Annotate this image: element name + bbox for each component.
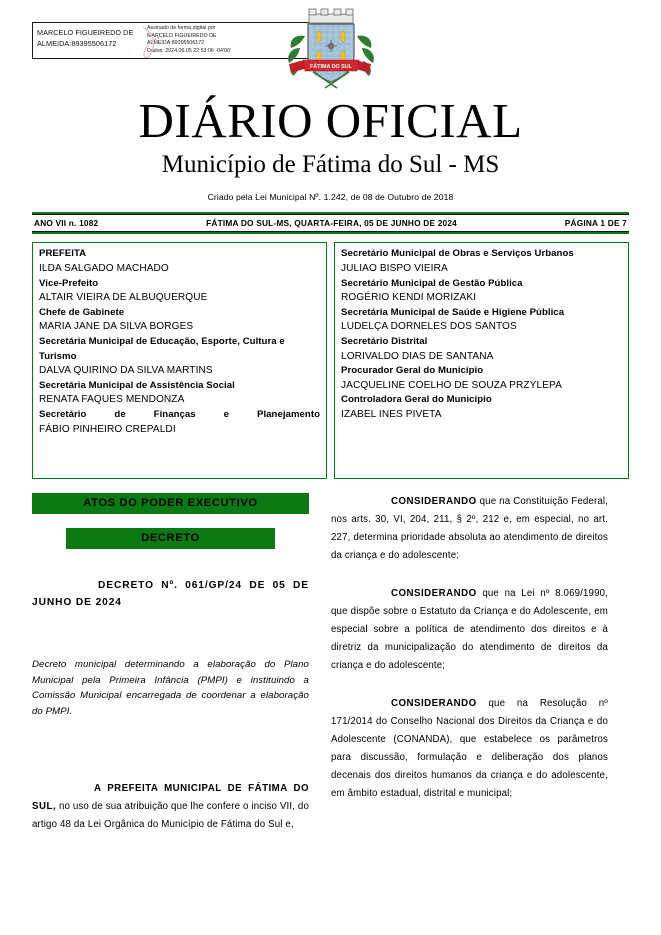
decree-ementa: Decreto municipal determinando a elaboração do Plano Municipal pela Primeira Infância (PMPI) e instituindo a Comissão Municipal encarregada de coordenar a elaboração do PMPI. <box>32 659 309 717</box>
official-title: Procurador Geral do Município <box>341 365 484 377</box>
official-title: Secretária Municipal de Educação, Esporte, Cultura e Turismo <box>39 335 285 362</box>
decree-heading-text: DECRETO Nº. 061/GP/24 DE 05 DE JUNHO DE 2024 <box>32 580 309 608</box>
official-title: Chefe de Gabinete <box>39 306 125 318</box>
officials-box-left <box>32 242 327 479</box>
official-title: Secretário de Finanças e Planejamento <box>39 408 320 420</box>
masthead-law-line: Criado pela Lei Municipal Nº. 1.242, de 08 de Outubro de 2018 <box>207 192 454 202</box>
considerando-text: que na Resolução nº 171/2014 do Conselho Nacional dos Direitos da Criança e do Adolescente (CONANDA), que estabelece os parâmetros para discussão, formulação e deliberação dos planos decenais dos direitos humanos da criança e do adolescente, em âmbito estadual, distrital e municipal; <box>331 698 608 800</box>
official-title: Secretária Municipal de Assistência Social <box>39 379 235 391</box>
officials-box-right <box>334 242 629 479</box>
column-right <box>331 493 608 834</box>
coat-of-arms-icon <box>283 6 379 92</box>
considerando-text: que na Constituição Federal, nos arts. 30, VI, 204, 211, § 2º, 212 e, em especial, no art. 227, determina prioridade absoluta ao atendimento de direitos da criança e do adolescente; <box>331 496 608 562</box>
page-header <box>32 0 629 92</box>
considerando-label: CONSIDERANDO <box>391 588 477 600</box>
signature-detail-line-4: Dados: 2024.06.05 22:53:06 -04'00' <box>147 47 231 54</box>
official-title: Secretário Municipal de Gestão Pública <box>341 277 523 289</box>
considerando-label: CONSIDERANDO <box>391 698 477 710</box>
masthead-rule-bottom <box>32 232 629 234</box>
official-name: DALVA QUIRINO DA SILVA MARTINS <box>39 365 213 377</box>
column-left <box>32 493 309 834</box>
section-banner-decree: DECRETO <box>66 528 275 549</box>
official-entry <box>39 335 320 379</box>
official-entry <box>39 408 320 437</box>
official-entry <box>341 393 622 422</box>
considerando-paragraph <box>331 493 608 565</box>
digital-signature-box <box>32 22 317 59</box>
info-year-issue: ANO VII n. 1082 <box>34 218 99 229</box>
official-entry <box>39 277 320 306</box>
official-entry <box>341 247 622 276</box>
official-name: LORIVALDO DIAS DE SANTANA <box>341 350 494 362</box>
officials-directory <box>32 242 629 479</box>
considerando-paragraph <box>331 695 608 803</box>
official-name: MARIA JANE DA SILVA BORGES <box>39 321 194 333</box>
section-banner-executive: ATOS DO PODER EXECUTIVO <box>32 493 309 514</box>
main-content <box>32 493 629 834</box>
official-entry <box>341 277 622 306</box>
official-title: PREFEITA <box>39 248 87 260</box>
official-name: ROGÉRIO KENDI MORIZAKI <box>341 292 477 304</box>
official-name: FÁBIO PINHEIRO CREPALDI <box>39 423 176 435</box>
official-name: ILDA SALGADO MACHADO <box>39 262 169 274</box>
considerando-label: CONSIDERANDO <box>391 496 477 508</box>
official-name: RENATA FAQUES MENDONZA <box>39 394 185 406</box>
info-place-date: FÁTIMA DO SUL-MS, QUARTA-FEIRA, 05 DE JUNHO DE 2024 <box>206 218 457 229</box>
info-page-number: PÁGINA 1 DE 7 <box>564 218 627 229</box>
preamble-rest: no uso de sua atribuição que lhe confere o inciso VII, do artigo 48 da Lei Orgânica do Município de Fátima do Sul e, <box>32 801 309 831</box>
signature-detail-line-1: Assinado de forma digital por <box>147 25 216 31</box>
svg-text:FÁTIMA DO SUL: FÁTIMA DO SUL <box>309 64 352 70</box>
official-title: Controladora Geral do Município <box>341 394 492 406</box>
official-entry <box>39 379 320 408</box>
decree-preamble <box>32 780 309 834</box>
signature-detail-line-2: MARCELO FIGUEIREDO DE <box>147 32 217 39</box>
official-name: JULIAO BISPO VIEIRA <box>341 262 448 274</box>
official-name: JACQUELINE COELHO DE SOUZA PRZYLEPA <box>341 379 562 391</box>
info-bar <box>32 214 629 232</box>
official-entry <box>39 247 320 276</box>
considerando-text: que na Lei nº 8.069/1990, que dispõe sobre o Estatuto da Criança e do Adolescente, em especial sobre a política de atendimento dos direitos e à diretriz da municipalização do atendimento de direitos da criança e do adolescente; <box>331 588 608 672</box>
official-name: IZABEL INES PIVETA <box>341 408 442 420</box>
official-name: LUDELÇA DORNELES DOS SANTOS <box>341 321 517 333</box>
official-title: Secretário Municipal de Obras e Serviços Urbanos <box>341 248 574 260</box>
official-name: ALTAIR VIEIRA DE ALBUQUERQUE <box>39 292 208 304</box>
official-title: Secretária Municipal de Saúde e Higiene Pública <box>341 306 565 318</box>
signature-signer-name: MARCELO FIGUEIREDO DE ALMEIDA:89395506172 <box>37 28 134 48</box>
official-title: Vice-Prefeito <box>39 277 99 289</box>
official-entry <box>341 306 622 335</box>
preamble-bold-lead: A PREFEITA MUNICIPAL DE FÁTIMA DO SUL, <box>32 783 309 813</box>
decree-heading <box>32 578 309 611</box>
page-title: DIÁRIO OFICIAL <box>138 93 523 148</box>
considerando-paragraph <box>331 585 608 675</box>
official-entry <box>341 364 622 393</box>
official-entry <box>341 335 622 364</box>
signature-detail-line-3: ALMEIDA:89395506172 <box>147 40 205 47</box>
official-entry <box>39 306 320 335</box>
masthead-subtitle: Município de Fátima do Sul - MS <box>161 151 500 178</box>
official-title: Secretário Distrital <box>341 335 428 347</box>
